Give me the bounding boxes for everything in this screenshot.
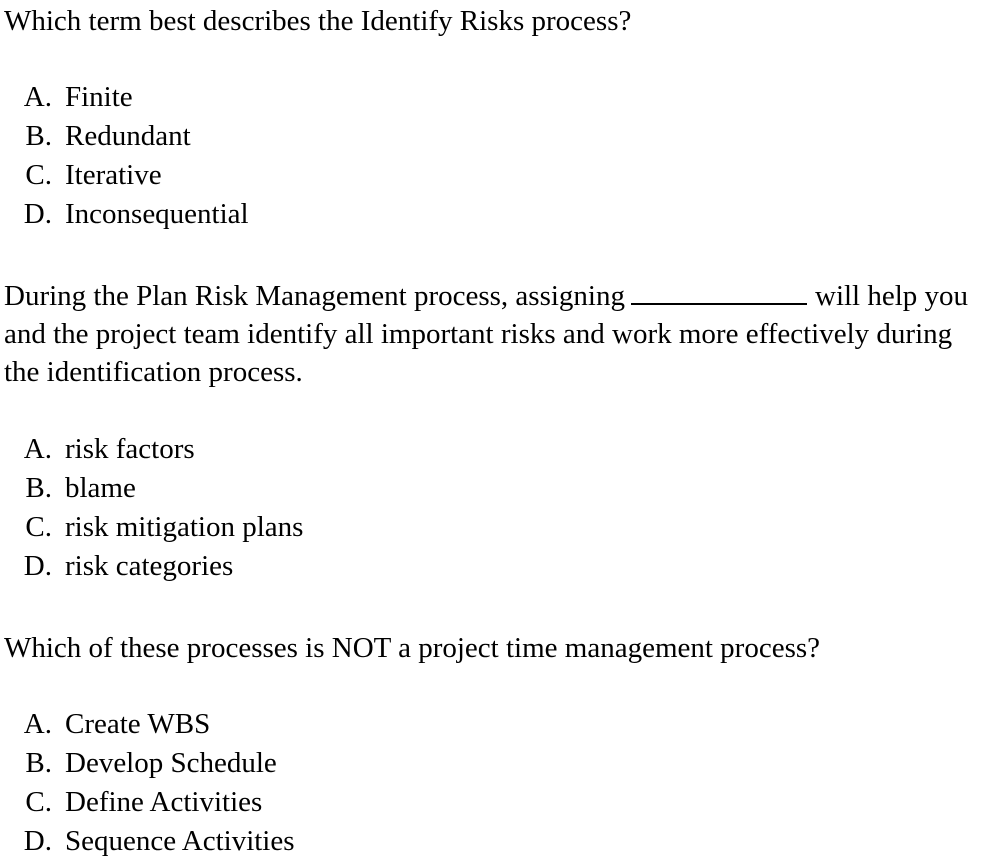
option-letter: C. [25, 786, 52, 818]
question-2-option-c [0, 508, 303, 547]
question-2-text-after-blank: will help you and the project team identify all important risks and work more effectively during the identification process. [4, 280, 969, 388]
question-3-option-b [0, 744, 295, 783]
fill-in-blank-line [631, 277, 807, 305]
option-letter: C. [25, 511, 52, 543]
option-letter: B. [25, 120, 52, 152]
option-letter: A. [23, 708, 52, 740]
option-text: Inconsequential [65, 198, 249, 230]
question-3-text: Which of these processes is NOT a project time management process? [4, 632, 821, 664]
option-text: Create WBS [65, 708, 211, 740]
option-text: risk factors [65, 433, 195, 465]
option-text: risk categories [65, 550, 234, 582]
question-1-option-d [0, 195, 249, 234]
option-letter: B. [25, 472, 52, 504]
option-letter: A. [23, 81, 52, 113]
question-2-text [4, 277, 978, 391]
question-1-options [0, 78, 249, 234]
option-letter: A. [23, 433, 52, 465]
question-3-option-d [0, 822, 295, 861]
question-2-options [0, 430, 303, 586]
option-letter: D. [23, 825, 52, 857]
question-2-option-a [0, 430, 303, 469]
option-text: Finite [65, 81, 133, 113]
option-letter: D. [23, 550, 52, 582]
option-text: risk mitigation plans [65, 511, 304, 543]
option-letter: C. [25, 159, 52, 191]
option-letter: D. [23, 198, 52, 230]
question-3-option-c [0, 783, 295, 822]
option-letter: B. [25, 747, 52, 779]
option-text: Develop Schedule [65, 747, 277, 779]
option-text: Define Activities [65, 786, 263, 818]
question-1-option-a [0, 78, 249, 117]
question-2-option-d [0, 547, 303, 586]
question-2-option-b [0, 469, 303, 508]
option-text: Redundant [65, 120, 191, 152]
option-text: Sequence Activities [65, 825, 295, 857]
question-1-option-b [0, 117, 249, 156]
question-1-option-c [0, 156, 249, 195]
question-2-text-before-blank: During the Plan Risk Management process, assigning [4, 280, 625, 312]
question-1-text: Which term best describes the Identify Risks process? [4, 5, 632, 37]
question-3-options [0, 705, 295, 861]
option-text: Iterative [65, 159, 162, 191]
question-3-option-a [0, 705, 295, 744]
option-text: blame [65, 472, 136, 504]
